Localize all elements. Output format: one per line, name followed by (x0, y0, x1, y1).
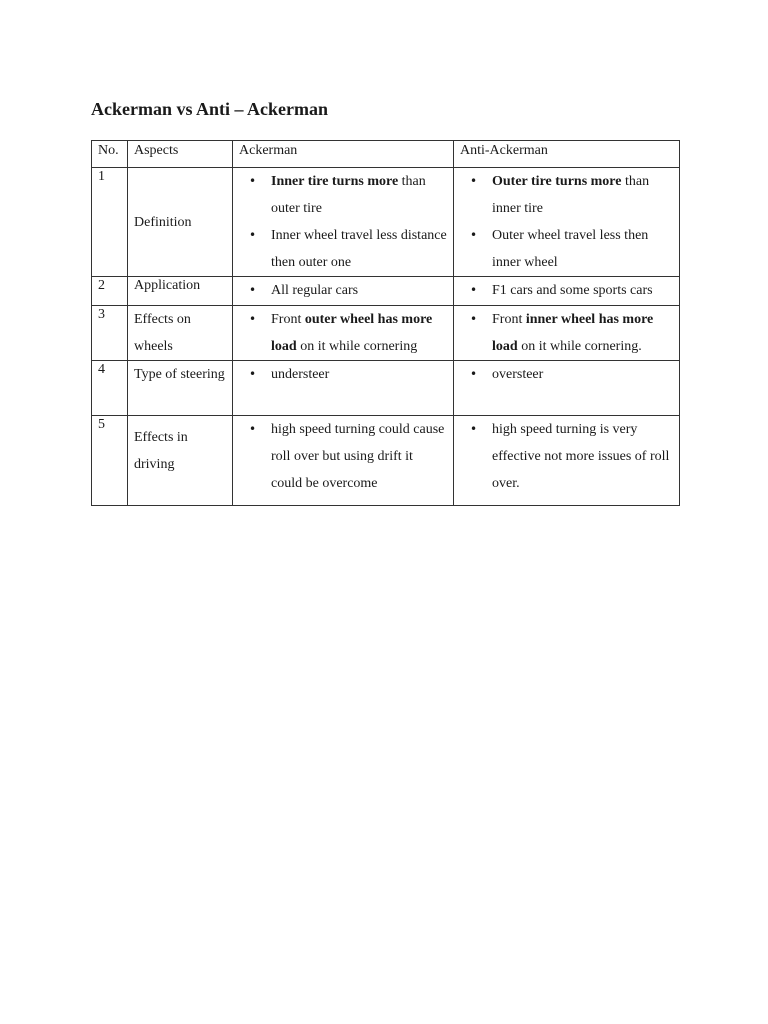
ackerman-cell (233, 361, 454, 416)
row-number: 4 (92, 361, 128, 416)
bullet-item: • Front inner wheel has more load on it while cornering. (460, 306, 673, 360)
header-aspects: Aspects (128, 141, 233, 168)
bullet-item: • Outer tire turns more than inner tire (460, 168, 673, 222)
bullet-item: • high speed turning could cause roll over but using drift it could be overcome (239, 416, 447, 497)
ackerman-cell (233, 277, 454, 306)
document-title: Ackerman vs Anti – Ackerman (91, 99, 328, 119)
row-aspect: Type of steering (128, 361, 233, 416)
anti-ackerman-cell (454, 361, 680, 416)
comparison-table (91, 140, 680, 506)
row-aspect: Definition (128, 168, 233, 277)
header-ackerman: Ackerman (233, 141, 454, 168)
ackerman-cell (233, 306, 454, 361)
row-aspect: Effects in driving (128, 416, 233, 506)
header-anti-ackerman: Anti-Ackerman (454, 141, 680, 168)
bullet-item: • understeer (239, 361, 447, 388)
ackerman-cell (233, 416, 454, 506)
anti-ackerman-cell (454, 306, 680, 361)
row-number: 3 (92, 306, 128, 361)
table-row (92, 361, 680, 416)
bullet-item: • Front outer wheel has more load on it while cornering (239, 306, 447, 360)
table-row (92, 277, 680, 306)
bullet-item: • Outer wheel travel less then inner wheel (460, 222, 673, 276)
table-row (92, 168, 680, 277)
anti-ackerman-cell (454, 277, 680, 306)
row-aspect: Application (128, 277, 233, 306)
row-aspect: Effects on wheels (128, 306, 233, 361)
bullet-item: • Inner tire turns more than outer tire (239, 168, 447, 222)
bullet-item: • F1 cars and some sports cars (460, 277, 673, 304)
bullet-item: • Inner wheel travel less distance then outer one (239, 222, 447, 276)
row-number: 5 (92, 416, 128, 506)
row-number: 1 (92, 168, 128, 277)
table-row (92, 306, 680, 361)
table-row (92, 416, 680, 506)
bullet-item: • high speed turning is very effective not more issues of roll over. (460, 416, 673, 497)
ackerman-cell (233, 168, 454, 277)
anti-ackerman-cell (454, 168, 680, 277)
table-header-row (92, 141, 680, 168)
header-no: No. (92, 141, 128, 168)
bullet-item: • oversteer (460, 361, 673, 388)
row-number: 2 (92, 277, 128, 306)
bullet-item: • All regular cars (239, 277, 447, 304)
anti-ackerman-cell (454, 416, 680, 506)
